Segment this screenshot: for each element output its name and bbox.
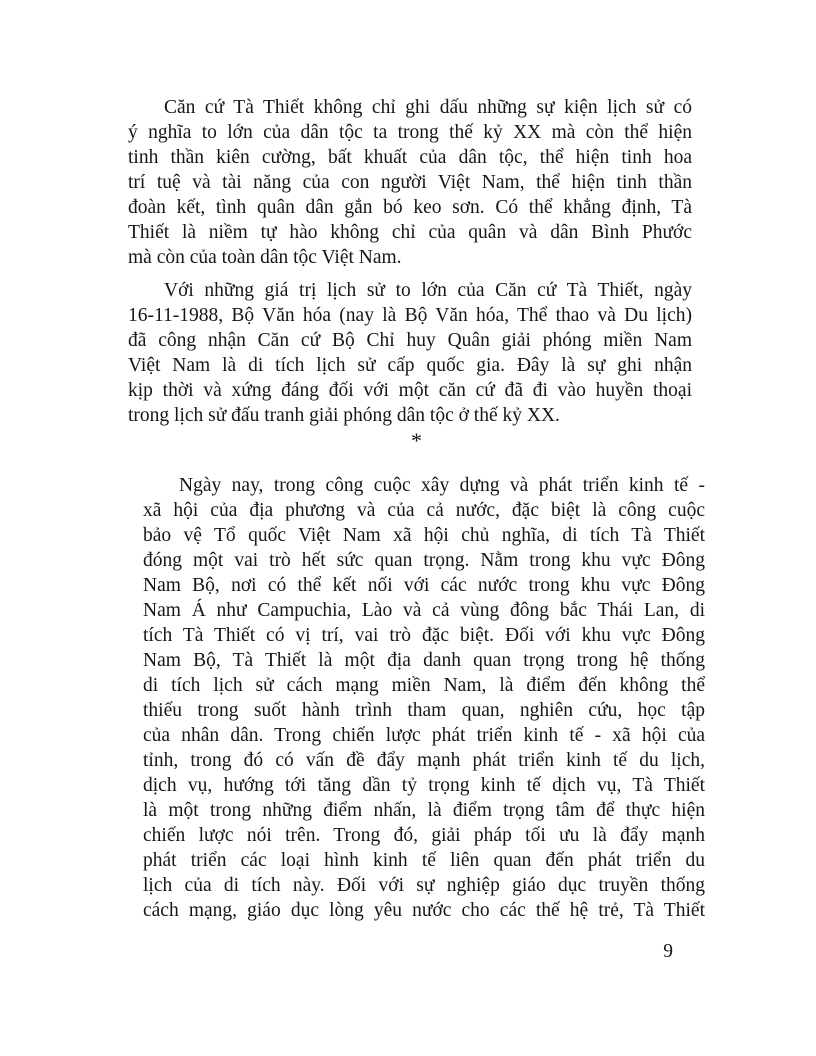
text-line: Căn cứ Tà Thiết không chỉ ghi dấu những sự kiện lịch sử có (164, 97, 692, 118)
text-line: 16-11-1988, Bộ Văn hóa (nay là Bộ Văn hóa, Thể thao và Du lịch) (128, 305, 692, 326)
text-line: Nam Bộ, nơi có thể kết nối với các nước trong khu vực Đông (143, 575, 705, 596)
text-line: đã công nhận Căn cứ Bộ Chỉ huy Quân giải phóng miền Nam (128, 330, 692, 351)
text-line: mà còn của toàn dân tộc Việt Nam. (128, 247, 402, 268)
text-line: Nam Á như Campuchia, Lào và cả vùng đông bắc Thái Lan, di (143, 600, 705, 621)
text-line: Với những giá trị lịch sử to lớn của Căn cứ Tà Thiết, ngày (164, 280, 692, 301)
text-line: tích Tà Thiết có vị trí, vai trò đặc biệt. Đối với khu vực Đông (143, 625, 705, 646)
text-line: phát triển các loại hình kinh tế liên quan đến phát triển du (143, 850, 705, 871)
text-line: đoàn kết, tình quân dân gắn bó keo sơn. Có thể khẳng định, Tà (128, 197, 692, 218)
text-line: trí tuệ và tài năng của con người Việt Nam, thể hiện tinh thần (128, 172, 692, 193)
text-line: ý nghĩa to lớn của dân tộc ta trong thế kỷ XX mà còn thể hiện (128, 122, 692, 143)
text-line: di tích lịch sử cách mạng miền Nam, là điểm đến không thể (143, 675, 705, 696)
paragraph (128, 95, 692, 270)
text-line: cách mạng, giáo dục lòng yêu nước cho các thế hệ trẻ, Tà Thiết (143, 900, 705, 921)
text-line: đóng một vai trò hết sức quan trọng. Nằm trong khu vực Đông (143, 550, 705, 571)
text-line: lịch của di tích này. Đối với sự nghiệp giáo dục truyền thống (143, 875, 705, 896)
text-line: tinh thần kiên cường, bất khuất của dân tộc, thể hiện tinh hoa (128, 147, 692, 168)
text-line: Ngày nay, trong công cuộc xây dựng và phát triển kinh tế - (179, 475, 705, 496)
text-block-upper (128, 95, 692, 428)
text-line: Việt Nam là di tích lịch sử cấp quốc gia. Đây là sự ghi nhận (128, 355, 692, 376)
text-block-lower (143, 473, 705, 923)
text-line: Nam Bộ, Tà Thiết là một địa danh quan trọng trong hệ thống (143, 650, 705, 671)
text-line: xã hội của địa phương và của cả nước, đặc biệt là công cuộc (143, 500, 705, 521)
text-line: trong lịch sử đấu tranh giải phóng dân tộc ở thế kỷ XX. (128, 405, 560, 426)
page-number: 9 (663, 941, 673, 962)
text-line: của nhân dân. Trong chiến lược phát triển kinh tế - xã hội của (143, 725, 705, 746)
paragraph (143, 473, 705, 923)
paragraph (128, 278, 692, 428)
text-line: bảo vệ Tổ quốc Việt Nam xã hội chủ nghĩa, di tích Tà Thiết (143, 525, 705, 546)
text-line: dịch vụ, hướng tới tăng dần tỷ trọng kinh tế dịch vụ, Tà Thiết (143, 775, 705, 796)
text-line: là một trong những điểm nhấn, là điểm trọng tâm để thực hiện (143, 800, 705, 821)
text-line: Thiết là niềm tự hào không chỉ của quân và dân Bình Phước (128, 222, 692, 243)
text-line: thiếu trong suốt hành trình tham quan, nghiên cứu, học tập (143, 700, 705, 721)
section-separator-asterisk: * (411, 428, 422, 453)
text-line: chiến lược nói trên. Trong đó, giải pháp tối ưu là đẩy mạnh (143, 825, 705, 846)
text-line: tỉnh, trong đó có vấn đề đẩy mạnh phát triển kinh tế du lịch, (143, 750, 705, 771)
text-line: kịp thời và xứng đáng đối với một căn cứ đã đi vào huyền thoại (128, 380, 692, 401)
